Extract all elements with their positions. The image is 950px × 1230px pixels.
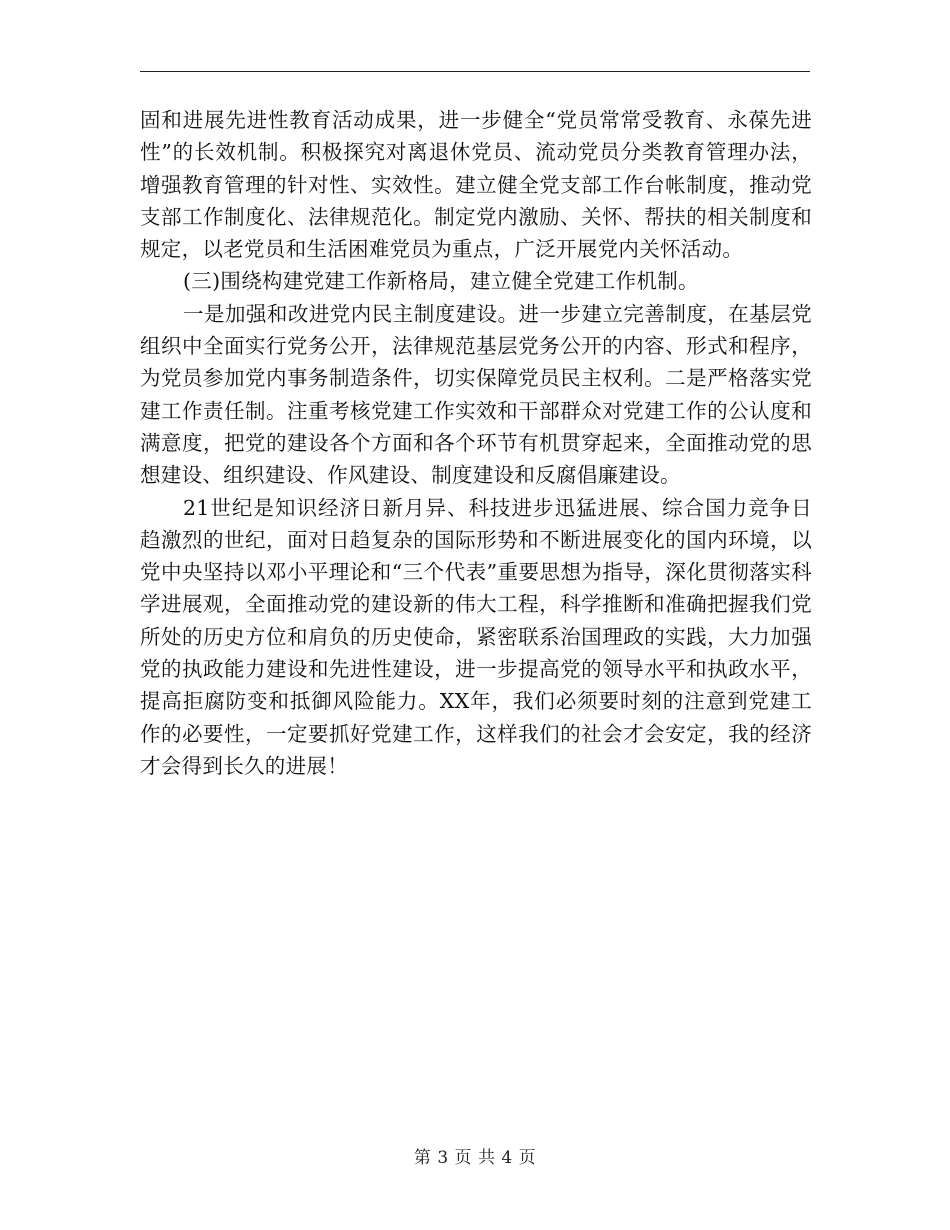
section-heading-3: (三)围绕构建党建工作新格局，建立健全党建工作机制。 — [183, 269, 699, 294]
paragraph-21st-century: 21世纪是知识经济日新月异、科技进步迅猛进展、综合国力竞争日趋激烈的世纪，面对日趋复杂的国际形势和不断进展变化的国内环境，以党中央坚持以邓小平理论和“三个代表”重要思想为指导，深化贯彻落实科学进展观，全面推动党的建设新的伟大工程，科学推断和准确把握我们党所处的历史方位和肩负的历史使命，紧密联系治国理政的实践，大力加强党的执政能力建设和先进性建设，进一步提高党的领导水平和执政水平，提高拒腐防变和抵御风险能力。XX年，我们必须要时刻的注意到党建工作的必要性，一定要抓好党建工作，这样我们的社会才会安定，我的经济才会得到长久的进展！ — [140, 495, 812, 778]
header-rule — [140, 71, 810, 72]
page-number-footer: 第 3 页 共 4 页 — [413, 1148, 537, 1168]
paragraph-continuation: 固和进展先进性教育活动成果，进一步健全“党员常常受教育、永葆先进性”的长效机制。积极探究对离退休党员、流动党员分类教育管理办法，增强教育管理的针对性、实效性。建立健全党支部工作台帐制度，推动党支部工作制度化、法律规范化。制定党内激励、关怀、帮扶的相关制度和规定，以老党员和生活困难党员为重点，广泛开展党内关怀活动。 — [140, 108, 812, 262]
document-body — [140, 104, 812, 782]
paragraph-democracy: 一是加强和改进党内民主制度建设。进一步建立完善制度，在基层党组织中全面实行党务公开，法律规范基层党务公开的内容、形式和程序，为党员参加党内事务制造条件，切实保障党员民主权利。二是严格落实党建工作责任制。注重考核党建工作实效和干部群众对党建工作的公认度和满意度，把党的建设各个方面和各个环节有机贯穿起来，全面推动党的思想建设、组织建设、作风建设、制度建设和反腐倡廉建设。 — [140, 301, 812, 488]
